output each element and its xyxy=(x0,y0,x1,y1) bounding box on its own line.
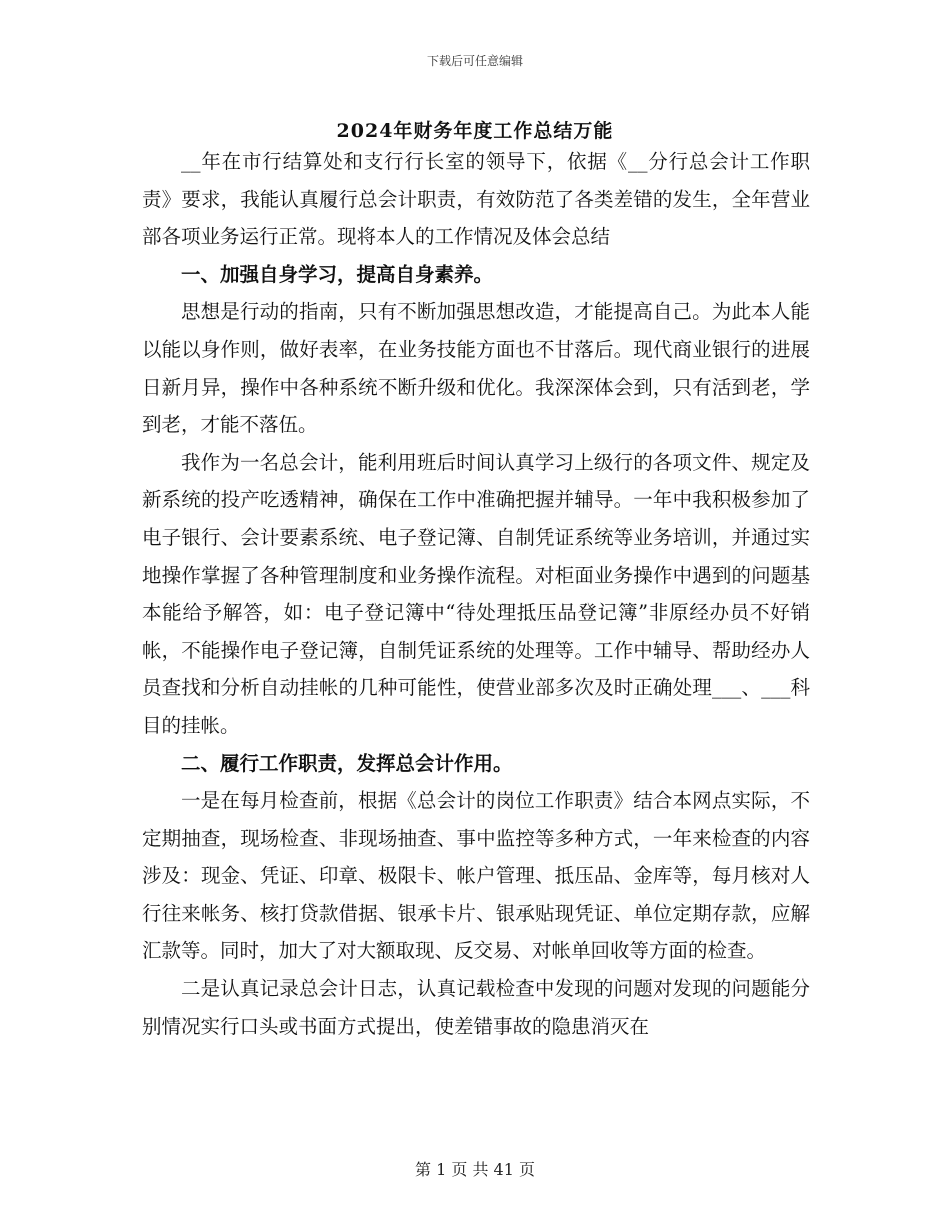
section-heading-2: 二、履行工作职责，发挥总会计作用。 xyxy=(181,751,513,775)
paragraph-2-1: 一是在每月检查前，根据《总会计的岗位工作职责》结合本网点实际，不定期抽查，现场检查、非现场抽查、事中监控等多种方式，一年来检查的内容涉及：现金、凭证、印章、极限卡、帐户管理、抵压品、金库等，每月核对人行往来帐务、核打贷款借据、银承卡片、银承贴现凭证、单位定期存款，应解汇款等。同时，加大了对大额取现、反交易、对帐单回收等方面的检查。 xyxy=(142,789,810,963)
page-number: 第 1 页 共 41 页 xyxy=(415,1160,535,1179)
section-heading-1: 一、加强自身学习，提高自身素养。 xyxy=(181,262,494,286)
document-body xyxy=(142,143,810,1045)
paragraph-1-1: 思想是行动的指南，只有不断加强思想改造，才能提高自己。为此本人能以能以身作则，做好表率，在业务技能方面也不甘落后。现代商业银行的进展日新月异，操作中各种系统不断升级和优化。我深深体会到，只有活到老，学到老，才能不落伍。 xyxy=(142,300,810,437)
paragraph-intro: __年在市行结算处和支行行长室的领导下，依据《__分行总会计工作职责》要求，我能认真履行总会计职责，有效防范了各类差错的发生，全年营业部各项业务运行正常。现将本人的工作情况及体会总结 xyxy=(142,150,810,249)
page-header-note: 下载后可任意编辑 xyxy=(426,54,523,68)
paragraph-2-2: 二是认真记录总会计日志，认真记载检查中发现的问题对发现的问题能分别情况实行口头或书面方式提出，使差错事故的隐患消灭在 xyxy=(142,977,810,1038)
paragraph-1-2: 我作为一名总会计，能利用班后时间认真学习上级行的各项文件、规定及新系统的投产吃透精神，确保在工作中准确把握并辅导。一年中我积极参加了电子银行、会计要素系统、电子登记簿、自制凭证系统等业务培训，并通过实地操作掌握了各种管理制度和业务操作流程。对柜面业务操作中遇到的问题基本能给予解答，如：电子登记簿中“待处理抵压品登记簿”非原经办员不好销帐，不能操作电子登记簿，自制凭证系统的处理等。工作中辅导、帮助经办人员查找和分析自动挂帐的几种可能性，使营业部多次及时正确处理___、___科目的挂帐。 xyxy=(142,450,810,737)
document-title: 2024年财务年度工作总结万能 xyxy=(336,120,614,142)
